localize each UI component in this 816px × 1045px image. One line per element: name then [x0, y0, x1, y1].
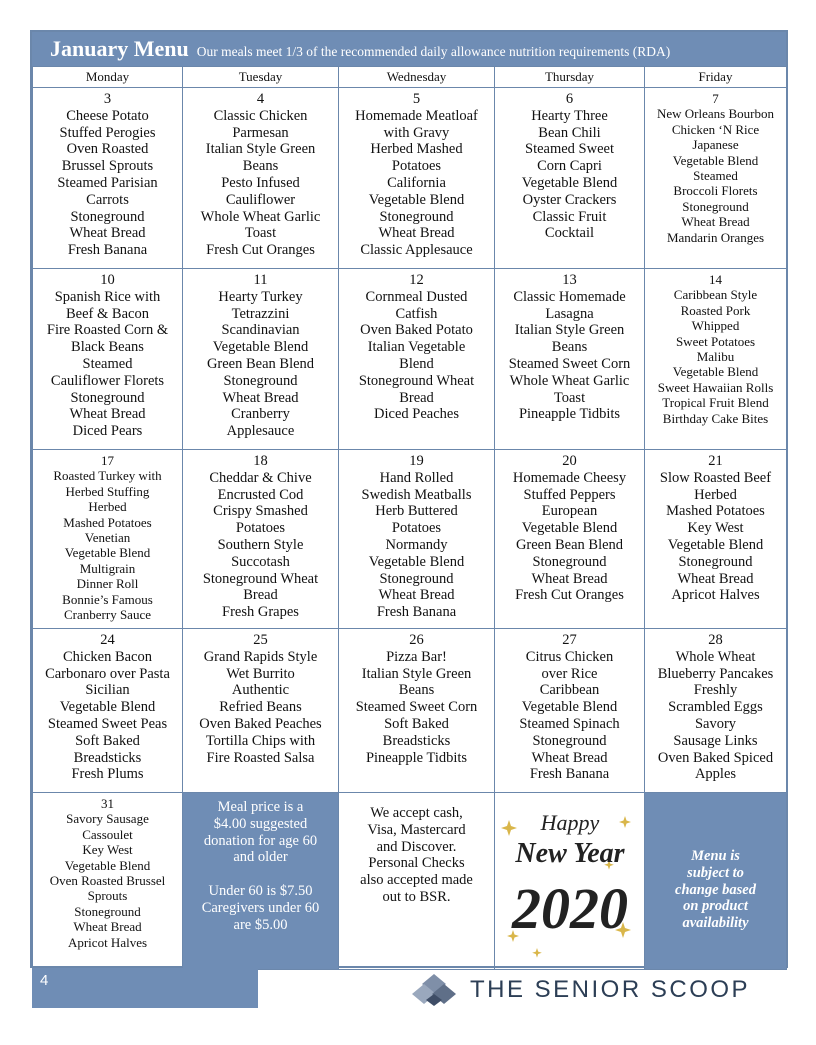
- menu-item: Stuffed Peppers: [523, 486, 616, 503]
- svg-text:2020: 2020: [511, 876, 628, 942]
- menu-item: Stoneground: [70, 389, 145, 406]
- menu-item: Oven Baked Potato: [360, 322, 473, 339]
- menu-item: Classic Fruit: [532, 208, 607, 225]
- menu-item: Steamed Parisian: [57, 174, 158, 191]
- day-number: 5: [412, 91, 421, 107]
- menu-item: Southern Style: [217, 536, 304, 553]
- day-number: 26: [409, 632, 424, 648]
- price-line: donation for age 60: [203, 832, 318, 849]
- day-number: 11: [253, 272, 268, 288]
- menu-item: Potatoes: [391, 520, 442, 537]
- menu-item: Herbed Mashed: [370, 141, 463, 158]
- menu-header: [32, 32, 786, 66]
- menu-item: Whole Wheat Garlic: [200, 208, 321, 225]
- week-row: [33, 629, 787, 793]
- price-line: [187, 866, 334, 883]
- menu-item: Stoneground: [682, 198, 749, 214]
- menu-item: Sicilian: [85, 682, 130, 699]
- menu-item: Scandinavian: [221, 322, 300, 339]
- day-number: 25: [253, 632, 268, 648]
- menu-item: Vegetable Blend: [672, 364, 759, 380]
- menu-item: Fresh Cut Oranges: [515, 587, 624, 604]
- menu-item: Black Beans: [71, 339, 144, 356]
- price-line: and older: [233, 849, 288, 866]
- happy-new-year-illustration: [497, 800, 643, 960]
- menu-item: Bread: [243, 587, 278, 604]
- menu-item: Savory Sausage: [66, 811, 149, 827]
- menu-item: Italian Style Green: [514, 322, 625, 339]
- menu-item: Fresh Grapes: [222, 604, 299, 621]
- menu-item: Crispy Smashed: [213, 503, 308, 520]
- menu-item: Herb Buttered: [375, 503, 458, 520]
- menu-item: Cocktail: [544, 225, 595, 242]
- menu-item: Vegetable Blend: [59, 699, 156, 716]
- menu-item: Vegetable Blend: [521, 174, 618, 191]
- week-row: [33, 269, 787, 450]
- menu-item: Oven Baked Spiced: [657, 749, 774, 766]
- menu-item: Classic Applesauce: [360, 242, 473, 259]
- menu-item: Chicken ‘N Rice: [671, 121, 760, 137]
- payment-note: [339, 793, 495, 970]
- page-title: January Menu: [50, 36, 189, 61]
- menu-item: Wheat Bread: [69, 406, 146, 423]
- menu-item: Oven Baked Peaches: [199, 715, 322, 732]
- menu-item: Steamed Sweet Peas: [47, 715, 168, 732]
- menu-item: Dinner Roll: [76, 576, 139, 592]
- menu-item: Steamed: [82, 355, 133, 372]
- menu-item: Vegetable Blend: [64, 545, 151, 561]
- menu-item: Wet Burrito: [226, 665, 295, 682]
- day-number: 12: [409, 272, 424, 288]
- menu-item: Tetrazzini: [231, 305, 290, 322]
- menu-item: Birthday Cake Bites: [662, 410, 769, 426]
- menu-item: Hearty Turkey: [218, 288, 303, 305]
- menu-item: Wheat Bread: [73, 919, 142, 935]
- menu-item: Carbonaro over Pasta: [45, 665, 170, 682]
- menu-item: Sweet Hawaiian Rolls: [657, 379, 774, 395]
- menu-item: Classic Chicken: [213, 107, 308, 124]
- menu-item: Wheat Bread: [378, 225, 455, 242]
- day-number: 19: [409, 453, 424, 469]
- menu-item: Blueberry Pancakes: [657, 665, 774, 682]
- menu-item: Green Bean Blend: [515, 536, 624, 553]
- menu-item: Parmesan: [232, 124, 289, 141]
- menu-item: Vegetable Blend: [64, 857, 151, 873]
- subject-line: change based: [675, 881, 756, 898]
- svg-text:Happy: Happy: [540, 810, 599, 836]
- page-number-box: [32, 968, 258, 1008]
- menu-item: Herbed: [694, 486, 737, 503]
- menu-item: Soft Baked: [384, 715, 449, 732]
- menu-item: Fresh Banana: [67, 242, 148, 259]
- menu-item: Roasted Turkey with: [53, 468, 162, 484]
- price-line: Under 60 is $7.50: [208, 882, 313, 899]
- day-number: 7: [712, 91, 719, 106]
- menu-item: Toast: [553, 389, 586, 406]
- menu-item: Normandy: [385, 536, 448, 553]
- day-cell: [33, 88, 183, 269]
- menu-item: Hearty Three: [531, 107, 608, 124]
- menu-item: Toast: [244, 225, 277, 242]
- subject-line: Menu is: [691, 848, 740, 864]
- menu-item: Vegetable Blend: [368, 191, 465, 208]
- day-number: 4: [256, 91, 265, 107]
- day-number: 17: [101, 453, 114, 468]
- menu-item: Lasagna: [545, 305, 594, 322]
- day-number: 10: [100, 272, 115, 288]
- day-number: 20: [562, 453, 577, 469]
- menu-item: Wheat Bread: [531, 749, 608, 766]
- day-number: 18: [253, 453, 268, 469]
- menu-item: Diced Pears: [72, 423, 143, 440]
- day-cell: [33, 793, 183, 970]
- menu-item: Vegetable Blend: [368, 553, 465, 570]
- menu-item: Potatoes: [235, 520, 286, 537]
- payment-line: and Discover.: [376, 838, 457, 855]
- weekday-tuesday: Tuesday: [183, 67, 339, 88]
- menu-item: Italian Style Green: [205, 141, 316, 158]
- menu-item: Whole Wheat Garlic: [509, 372, 630, 389]
- menu-item: over Rice: [541, 665, 598, 682]
- menu-item: Potatoes: [391, 158, 442, 175]
- menu-item: Tortilla Chips with: [205, 732, 316, 749]
- menu-item: Beans: [398, 682, 435, 699]
- menu-item: Steamed Sweet Corn: [355, 699, 478, 716]
- menu-item: Mandarin Oranges: [666, 229, 765, 245]
- day-number: 27: [562, 632, 577, 648]
- day-cell: [183, 269, 339, 450]
- menu-item: Refried Beans: [219, 699, 302, 716]
- day-cell: [33, 629, 183, 793]
- menu-item: Stoneground: [379, 208, 454, 225]
- menu-item: Chicken Bacon: [63, 648, 152, 665]
- menu-item: Swedish Meatballs: [361, 486, 472, 503]
- day-cell: [645, 450, 787, 629]
- menu-item: Apricot Halves: [671, 587, 760, 604]
- week-row: [33, 88, 787, 269]
- menu-item: Authentic: [231, 682, 290, 699]
- menu-item: Corn Capri: [537, 158, 602, 175]
- menu-item: Stoneground: [532, 553, 607, 570]
- menu-item: Wheat Bread: [378, 587, 455, 604]
- day-cell: [495, 269, 645, 450]
- menu-item: Mashed Potatoes: [666, 503, 765, 520]
- menu-item: Homemade Meatloaf: [355, 107, 478, 124]
- day-number: 21: [708, 453, 723, 469]
- menu-item: with Gravy: [383, 124, 450, 141]
- footer-brand: [412, 970, 750, 1010]
- menu-item: Diced Peaches: [374, 406, 459, 423]
- menu-item: Wheat Bread: [681, 214, 750, 230]
- menu-item: Vegetable Blend: [521, 699, 618, 716]
- menu-item: Scrambled Eggs: [668, 699, 763, 716]
- menu-subject-to-change-note: [645, 793, 787, 970]
- menu-item: Sprouts: [87, 888, 128, 904]
- weekday-friday: Friday: [645, 67, 787, 88]
- weekday-monday: Monday: [33, 67, 183, 88]
- menu-item: Wheat Bread: [222, 389, 299, 406]
- menu-item: Encrusted Cod: [217, 486, 304, 503]
- menu-item: New Orleans Bourbon: [657, 106, 774, 122]
- menu-calendar: [32, 66, 787, 970]
- menu-item: Cauliflower: [225, 191, 296, 208]
- day-cell: [645, 269, 787, 450]
- day-cell: [183, 450, 339, 629]
- menu-item: Malibu: [696, 349, 735, 365]
- day-number: 31: [101, 796, 114, 811]
- menu-item: Fire Roasted Salsa: [206, 749, 315, 766]
- menu-item: Steamed Sweet Corn: [508, 355, 631, 372]
- menu-item: Applesauce: [226, 423, 295, 440]
- menu-item: Roasted Pork: [680, 302, 751, 318]
- price-line: Meal price is a: [217, 799, 304, 815]
- menu-item: Stoneground: [70, 208, 145, 225]
- menu-item: Vegetable Blend: [672, 152, 759, 168]
- menu-item: Caribbean: [539, 682, 600, 699]
- menu-item: Japanese: [692, 137, 739, 153]
- menu-item: Stoneground Wheat: [358, 372, 475, 389]
- day-cell: [339, 629, 495, 793]
- meal-price-note: [183, 793, 339, 970]
- menu-item: Whole Wheat: [675, 648, 756, 665]
- menu-item: Steamed Sweet: [525, 141, 614, 158]
- day-cell: [339, 269, 495, 450]
- menu-item: European: [541, 503, 598, 520]
- menu-item: Cornmeal Dusted: [365, 288, 468, 305]
- day-number: 13: [562, 272, 577, 288]
- day-number: 14: [709, 272, 722, 287]
- day-cell: [183, 629, 339, 793]
- day-number: 28: [708, 632, 723, 648]
- menu-item: Fire Roasted Corn &: [46, 322, 169, 339]
- menu-item: Breadsticks: [73, 749, 142, 766]
- menu-item: Sausage Links: [673, 732, 758, 749]
- weekday-header-row: [33, 67, 787, 88]
- menu-item: Wheat Bread: [677, 570, 754, 587]
- menu-item: Fresh Cut Oranges: [206, 242, 315, 259]
- menu-item: Freshly: [693, 682, 738, 699]
- menu-item: Spanish Rice with: [54, 288, 161, 305]
- day-cell: [495, 88, 645, 269]
- menu-item: Venetian: [84, 530, 131, 546]
- page-number: 4: [40, 972, 49, 989]
- menu-item: Cheese Potato: [66, 107, 149, 124]
- menu-item: Multigrain: [79, 560, 136, 576]
- menu-item: Bread: [399, 389, 434, 406]
- menu-item: Hand Rolled: [379, 469, 454, 486]
- price-line: Caregivers under 60: [201, 899, 320, 916]
- menu-item: Apricot Halves: [67, 934, 148, 950]
- menu-item: Homemade Cheesy: [512, 469, 627, 486]
- payment-line: Personal Checks: [368, 855, 465, 872]
- menu-item: Italian Vegetable: [367, 339, 466, 356]
- menu-item: Pizza Bar!: [386, 648, 447, 665]
- day-number: 6: [565, 91, 574, 107]
- menu-item: Oven Roasted: [66, 141, 149, 158]
- payment-line: Visa, Mastercard: [367, 821, 466, 838]
- menu-item: Vegetable Blend: [667, 536, 764, 553]
- week-row: [33, 450, 787, 629]
- day-cell: [33, 450, 183, 629]
- subject-line: on product: [683, 898, 748, 915]
- menu-item: Classic Homemade: [513, 288, 626, 305]
- menu-item: Cranberry Sauce: [64, 607, 151, 623]
- menu-item: Fresh Banana: [529, 766, 610, 783]
- menu-item: Oven Roasted Brussel: [49, 873, 166, 889]
- page-subtitle: Our meals meet 1/3 of the recommended daily allowance nutrition requirements (RDA): [196, 44, 671, 59]
- menu-item: Breadsticks: [382, 732, 451, 749]
- menu-item: Catfish: [395, 305, 438, 322]
- menu-item: Cassoulet: [82, 826, 133, 842]
- weekday-wednesday: Wednesday: [339, 67, 495, 88]
- menu-item: Citrus Chicken: [525, 648, 614, 665]
- menu-item: Cheddar & Chive: [209, 469, 312, 486]
- price-line: $4.00 suggested: [213, 815, 308, 832]
- menu-item: Oyster Crackers: [522, 191, 617, 208]
- day-cell: [339, 88, 495, 269]
- day-cell: [495, 450, 645, 629]
- menu-item: Stoneground: [379, 570, 454, 587]
- menu-item: Herbed Stuffing: [65, 483, 150, 499]
- menu-item: Beans: [551, 339, 588, 356]
- menu-item: Succotash: [231, 553, 290, 570]
- menu-item: Stoneground: [74, 903, 141, 919]
- menu-item: Steamed Spinach: [519, 715, 620, 732]
- price-line: are $5.00: [233, 916, 288, 933]
- menu-item: Caribbean Style: [673, 287, 758, 303]
- menu-item: Beef & Bacon: [66, 305, 149, 322]
- brand-name: THE SENIOR SCOOP: [470, 976, 751, 1003]
- menu-item: Grand Rapids Style: [203, 648, 318, 665]
- menu-item: Whipped: [691, 318, 740, 334]
- menu-item: Key West: [82, 842, 133, 858]
- menu-item: Sweet Potatoes: [675, 333, 756, 349]
- menu-item: Cranberry: [231, 406, 290, 423]
- subject-line: subject to: [687, 864, 744, 881]
- menu-item: Broccoli Florets: [673, 183, 758, 199]
- menu-item: Stuffed Perogies: [59, 124, 156, 141]
- menu-item: California: [387, 174, 446, 191]
- svg-text:New Year: New Year: [514, 838, 625, 870]
- menu-item: Wheat Bread: [69, 225, 146, 242]
- payment-line: out to BSR.: [382, 888, 451, 905]
- payment-line: We accept cash,: [370, 805, 463, 821]
- menu-item: Vegetable Blend: [521, 520, 618, 537]
- menu-item: Pesto Infused: [221, 174, 300, 191]
- day-cell: [33, 269, 183, 450]
- menu-item: Cauliflower Florets: [50, 372, 165, 389]
- day-cell: [645, 88, 787, 269]
- payment-line: also accepted made: [360, 872, 473, 889]
- menu-item: Bonnie’s Famous: [62, 591, 153, 607]
- day-number: 3: [103, 91, 112, 107]
- new-year-graphic: [495, 793, 645, 970]
- menu-item: Stoneground: [532, 732, 607, 749]
- day-cell: [645, 629, 787, 793]
- menu-item: Stoneground: [678, 553, 753, 570]
- menu-item: Bean Chili: [538, 124, 601, 141]
- menu-item: Beans: [242, 158, 279, 175]
- day-cell: [183, 88, 339, 269]
- day-number: 24: [100, 632, 115, 648]
- day-cell: [495, 629, 645, 793]
- menu-item: Pineapple Tidbits: [518, 406, 621, 423]
- menu-item: Tropical Fruit Blend: [662, 395, 769, 411]
- menu-item: Blend: [399, 355, 434, 372]
- menu-item: Wheat Bread: [531, 570, 608, 587]
- subject-line: availability: [682, 915, 749, 932]
- menu-item: Herbed: [88, 499, 127, 515]
- menu-item: Key West: [687, 520, 744, 537]
- week-row: [33, 793, 787, 970]
- menu-item: Green Bean Blend: [206, 355, 315, 372]
- weekday-thursday: Thursday: [495, 67, 645, 88]
- menu-item: Apples: [694, 766, 737, 783]
- menu-item: Brussel Sprouts: [61, 158, 154, 175]
- menu-item: Vegetable Blend: [212, 339, 309, 356]
- day-cell: [339, 450, 495, 629]
- menu-item: Fresh Plums: [71, 766, 144, 783]
- menu-item: Carrots: [86, 191, 129, 208]
- menu-item: Mashed Potatoes: [63, 514, 152, 530]
- menu-item: Savory: [694, 715, 737, 732]
- menu-item: Italian Style Green: [361, 665, 472, 682]
- menu-item: Fresh Banana: [376, 604, 457, 621]
- menu-item: Soft Baked: [75, 732, 140, 749]
- menu-item: Stoneground: [223, 372, 298, 389]
- menu-item: Steamed: [693, 168, 738, 184]
- senior-scoop-logo-icon: [412, 972, 456, 1008]
- menu-item: Stoneground Wheat: [202, 570, 319, 587]
- menu-item: Pineapple Tidbits: [365, 749, 468, 766]
- menu-item: Slow Roasted Beef: [659, 469, 772, 486]
